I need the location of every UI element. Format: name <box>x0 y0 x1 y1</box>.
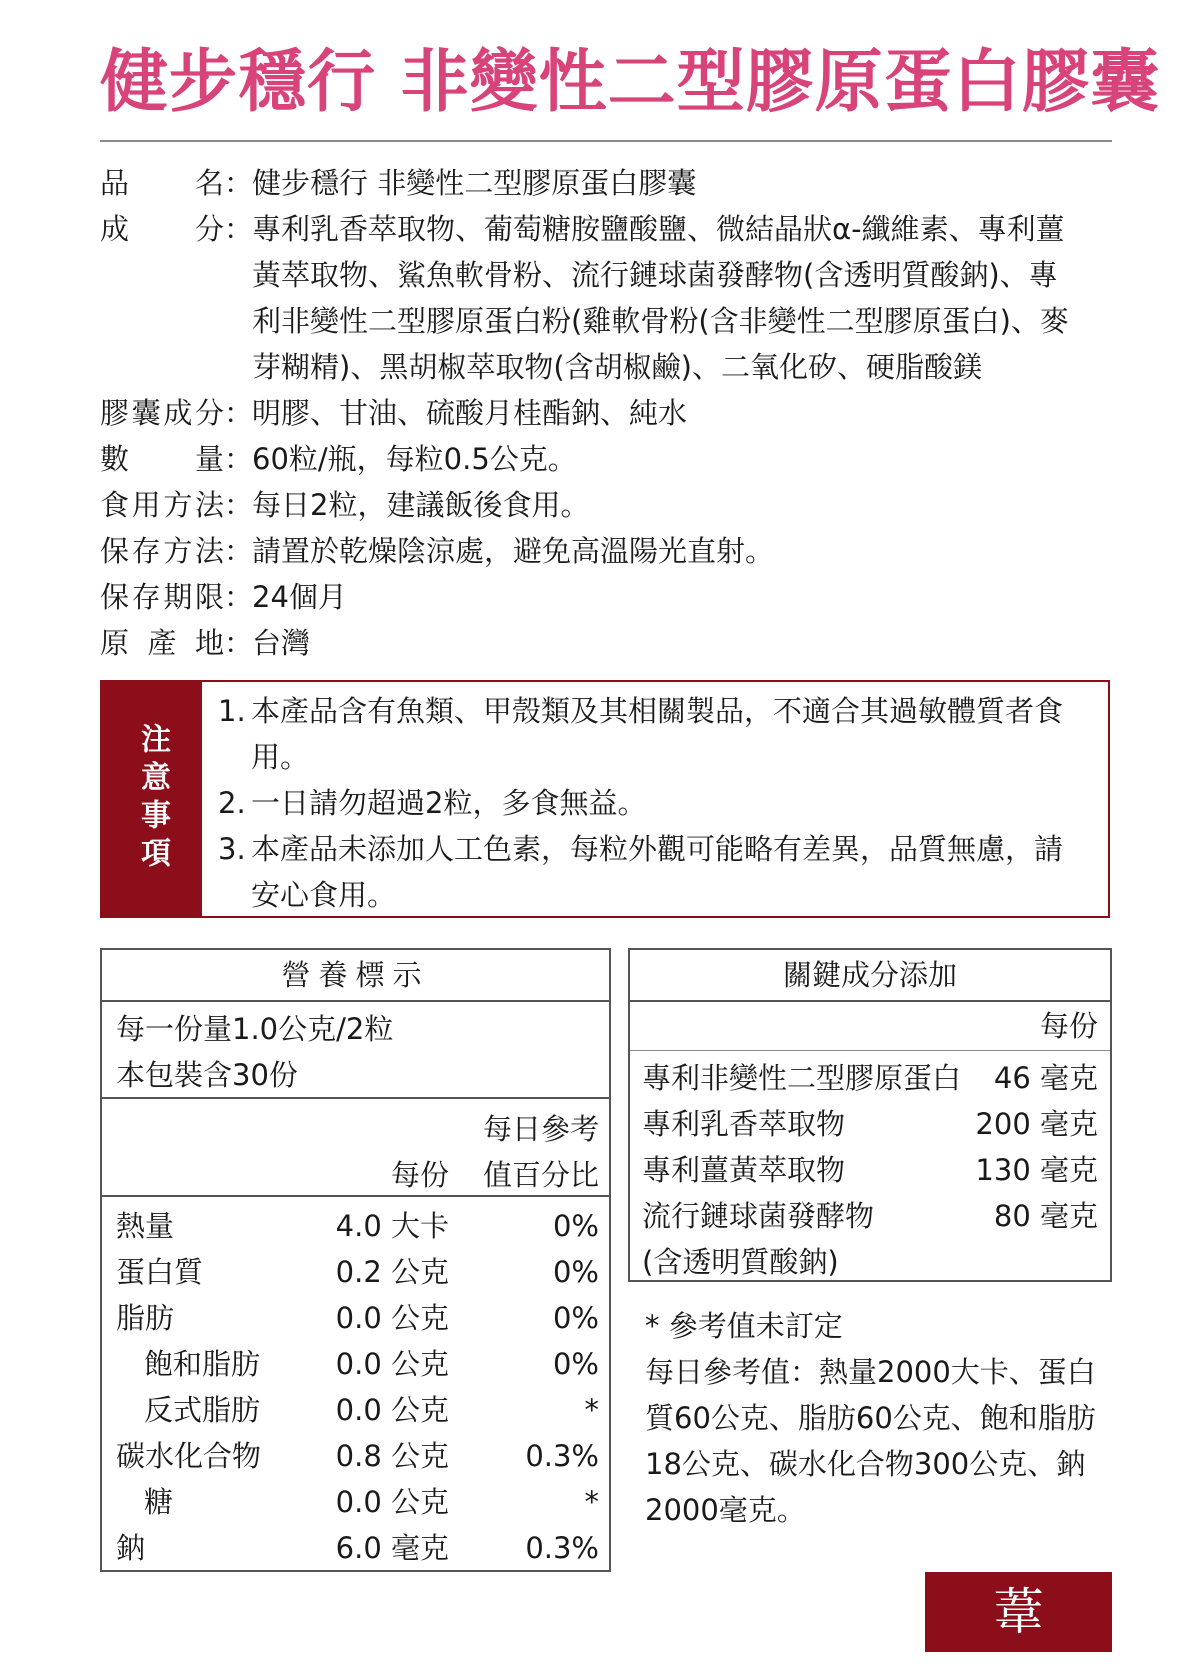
nutrition-name: 飽和脂肪 <box>144 1347 261 1381</box>
nutrition-name: 碳水化合物 <box>116 1439 262 1473</box>
spec-row-usage: 食 用 方 法 ： 每日2粒，建議飯後食用。 <box>100 482 1112 528</box>
spec-label: 成 分 <box>100 212 224 246</box>
nutrition-amount: 6.0 毫克 <box>335 1531 449 1565</box>
nutrition-name: 糖 <box>144 1485 174 1519</box>
nutrition-dv: 0% <box>552 1301 599 1335</box>
spec-row-capsule: 膠 囊 成 分 ： 明膠、甘油、硫酸月桂酯鈉、純水 <box>100 390 1112 436</box>
nutrition-amount: 0.0 公克 <box>335 1347 449 1381</box>
key-ingredient-amount: 200 毫克 <box>975 1107 1098 1141</box>
page-title: 健步穩行 非變性二型膠原蛋白膠囊 <box>100 43 1160 122</box>
nutrition-row <box>102 1249 609 1295</box>
reference-note: * 參考值未訂定 每日參考值：熱量2000大卡、蛋白 質60公克、脂肪60公克、飽和脂肪 18公克、碳水化合物300公克、鈉 2000毫克。 <box>645 1309 1096 1527</box>
nutrition-dv: 0% <box>552 1255 599 1289</box>
notice-box <box>100 680 1110 918</box>
nutrition-dv: * <box>584 1485 599 1519</box>
nutrition-dv: 0% <box>552 1209 599 1243</box>
nutrition-name: 脂肪 <box>116 1301 175 1335</box>
nutrition-dv: 0.3% <box>525 1531 599 1565</box>
spec-label: 膠 囊 成 分 <box>100 396 224 430</box>
spec-label: 品 名 <box>100 166 224 200</box>
nutrition-amount: 0.0 公克 <box>335 1485 449 1519</box>
nutrition-rows <box>102 1197 609 1571</box>
nutrition-amount: 0.8 公克 <box>335 1439 449 1473</box>
nutrition-column-headers: 每日參考 每份 值百分比 <box>102 1099 609 1197</box>
key-ingredient-name: 專利薑黃萃取物 <box>642 1153 846 1187</box>
nutrition-row <box>102 1203 609 1249</box>
nutrition-dv: 0% <box>552 1347 599 1381</box>
spec-label: 數 量 <box>100 442 224 476</box>
spec-label: 保 存 期 限 <box>100 580 224 614</box>
key-ingredients-per: 每份 <box>630 1002 1110 1051</box>
key-ingredients-title: 關鍵成分添加 <box>630 950 1110 1002</box>
spec-value: 台灣 <box>252 626 311 660</box>
spec-value: 健步穩行 非變性二型膠原蛋白膠囊 <box>252 166 697 200</box>
nutrition-row <box>102 1295 609 1341</box>
key-ingredient-row <box>630 1147 1110 1193</box>
key-ingredient-name: 流行鏈球菌發酵物 <box>642 1199 875 1233</box>
notice-item: 1. 本產品含有魚類、甲殼類及其相關製品，不適合其過敏體質者食 用。 <box>218 694 1064 774</box>
spec-row-ingredients: 成 分 ： 專利乳香萃取物、葡萄糖胺鹽酸鹽、微結晶狀α-纖維素、專利薑 黃萃取物、鯊魚軟骨粉、流行鏈球菌發酵物(含透明質酸鈉)、專 利非變性二型膠原蛋白粉(雞軟骨粉(含非變性二型膠原蛋白)、麥 芽糊精)、黑胡椒萃取物(含胡椒鹼)、二氧化矽、硬脂酸鎂 <box>100 206 1112 390</box>
spec-value: 專利乳香萃取物、葡萄糖胺鹽酸鹽、微結晶狀α-纖維素、專利薑 黃萃取物、鯊魚軟骨粉、流行鏈球菌發酵物(含透明質酸鈉)、專 利非變性二型膠原蛋白粉(雞軟骨粉(含非變性二型膠原蛋白)、麥 芽糊精)、黑胡椒萃取物(含胡椒鹼)、二氧化矽、硬脂酸鎂 <box>252 212 1069 384</box>
key-ingredients-rows <box>630 1051 1110 1285</box>
nutrition-name: 熱量 <box>116 1209 175 1243</box>
spec-value: 每日2粒，建議飯後食用。 <box>252 488 590 522</box>
nutrition-amount: 4.0 大卡 <box>335 1209 449 1243</box>
spec-label: 食 用 方 法 <box>100 488 224 522</box>
nutrition-amount: 0.0 公克 <box>335 1393 449 1427</box>
nutrition-row <box>102 1387 609 1433</box>
nutrition-amount: 0.2 公克 <box>335 1255 449 1289</box>
notice-label: 注意事項 <box>102 682 202 916</box>
key-ingredient-amount: 46 毫克 <box>993 1061 1098 1095</box>
key-ingredient-amount: 80 毫克 <box>993 1199 1098 1233</box>
key-ingredient-amount: 130 毫克 <box>975 1153 1098 1187</box>
key-ingredients-table <box>628 948 1112 1282</box>
spec-row-origin: 原 產 地 ： 台灣 <box>100 620 1112 666</box>
nutrition-row <box>102 1479 609 1525</box>
nutrition-name: 反式脂肪 <box>144 1393 261 1427</box>
spec-value: 明膠、甘油、硫酸月桂酯鈉、純水 <box>252 396 688 430</box>
spec-label: 原 產 地 <box>100 626 224 660</box>
nutrition-amount: 0.0 公克 <box>335 1301 449 1335</box>
spec-value: 請置於乾燥陰涼處，避免高溫陽光直射。 <box>252 534 775 568</box>
title-divider <box>100 140 1112 142</box>
nutrition-row <box>102 1525 609 1571</box>
spec-row-shelf-life: 保 存 期 限 ： 24個月 <box>100 574 1112 620</box>
notice-list <box>202 682 1108 916</box>
nutrition-dv: * <box>584 1393 599 1427</box>
nutrition-row <box>102 1341 609 1387</box>
nutrition-table <box>100 948 611 1572</box>
spec-label: 保 存 方 法 <box>100 534 224 568</box>
spec-row-name: 品 名 ： 健步穩行 非變性二型膠原蛋白膠囊 <box>100 160 1112 206</box>
nutrition-row <box>102 1433 609 1479</box>
spec-value: 60粒/瓶，每粒0.5公克。 <box>252 442 577 476</box>
nutrition-title: 營養標示 <box>102 950 609 1002</box>
key-ingredient-name: 專利非變性二型膠原蛋白 <box>642 1061 962 1095</box>
spec-value: 24個月 <box>252 580 347 614</box>
nutrition-name: 鈉 <box>116 1531 146 1565</box>
key-ingredient-row <box>630 1101 1110 1147</box>
key-ingredient-row <box>630 1193 1110 1239</box>
product-spec <box>100 160 1112 666</box>
spec-row-storage: 保 存 方 法 ： 請置於乾燥陰涼處，避免高溫陽光直射。 <box>100 528 1112 574</box>
nutrition-name: 蛋白質 <box>116 1255 204 1289</box>
nutrition-serving: 每一份量1.0公克/2粒 本包裝含30份 <box>102 1002 609 1099</box>
notice-item: 3. 本產品未添加人工色素，每粒外觀可能略有差異，品質無慮，請 安心食用。 <box>218 832 1064 912</box>
brand-logo: 葦 <box>925 1572 1112 1652</box>
spec-row-quantity: 數 量 ： 60粒/瓶，每粒0.5公克。 <box>100 436 1112 482</box>
key-ingredient-sub: (含透明質酸鈉) <box>642 1245 839 1279</box>
nutrition-dv: 0.3% <box>525 1439 599 1473</box>
key-ingredient-row <box>630 1055 1110 1101</box>
key-ingredient-name: 專利乳香萃取物 <box>642 1107 846 1141</box>
notice-item: 2. 一日請勿超過2粒，多食無益。 <box>218 786 647 820</box>
